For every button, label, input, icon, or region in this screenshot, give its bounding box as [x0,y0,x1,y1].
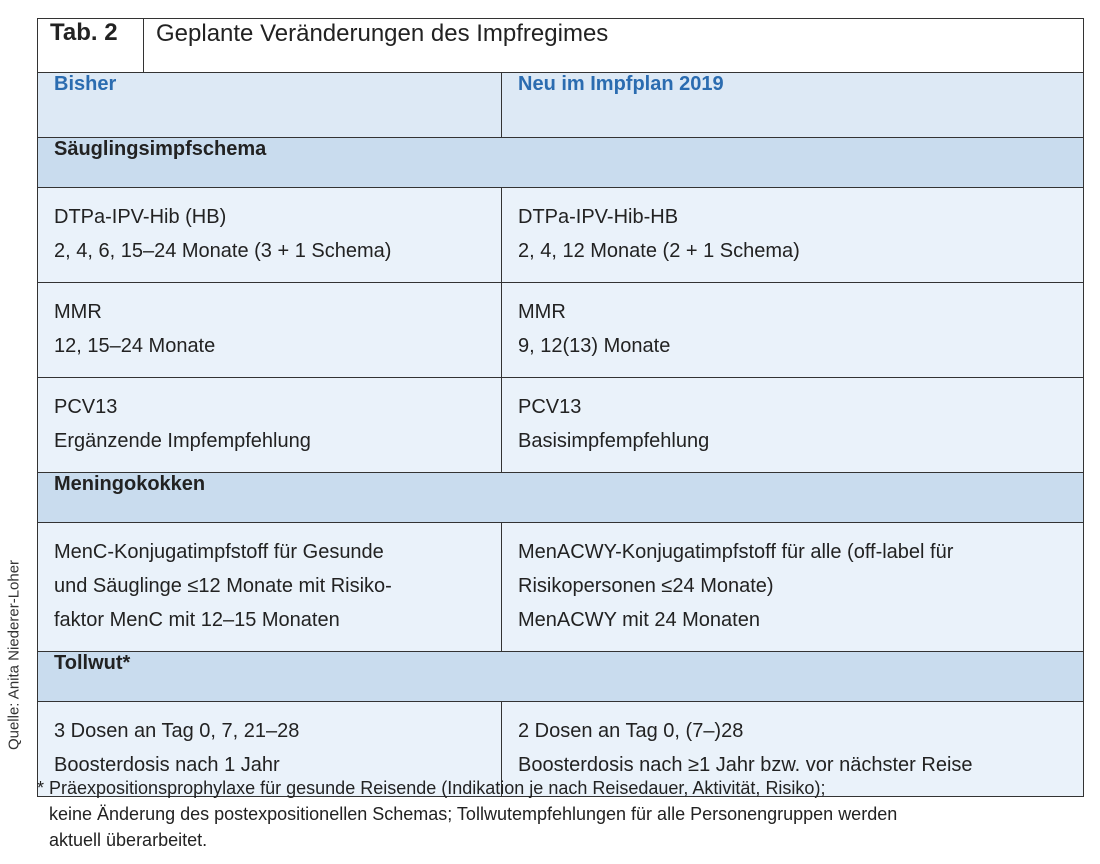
cell-line: 2, 4, 6, 15–24 Monate (3 + 1 Schema) [54,240,392,262]
cell-bisher [38,283,502,378]
column-header-bisher: Bisher [38,73,502,138]
table-title-row [38,19,1084,73]
cell-line: PCV13 [54,396,118,418]
cell-bisher [38,188,502,283]
section-header-row [38,652,1084,702]
cell-neu [502,188,1084,283]
cell-line: Basisimpfempfehlung [518,430,710,452]
cell-bisher [38,523,502,652]
source-credit-text: Quelle: Anita Niederer-Loher [5,559,23,751]
section-title: Säuglingsimpfschema [38,138,1084,188]
cell-neu [502,523,1084,652]
source-credit [0,540,28,770]
section-title: Meningokokken [38,473,1084,523]
vaccination-changes-table [37,18,1084,797]
footnote-line: * Präexpositionsprophylaxe für gesunde Reisende (Indikation je nach Reisedauer, Aktivität, Risiko); [37,778,826,798]
column-header-row [38,73,1084,138]
cell-neu [502,283,1084,378]
table-row [38,283,1084,378]
cell-line: DTPa-IPV-Hib-HB [518,206,679,228]
cell-neu [502,378,1084,473]
footnote-line: keine Änderung des postexpositionellen Schemas; Tollwutempfehlungen für alle Personengruppen werden [49,804,898,824]
cell-line: 3 Dosen an Tag 0, 7, 21–28 [54,720,300,742]
cell-line: PCV13 [518,396,582,418]
cell-line: MenC-Konjugatimpfstoff für Gesunde [54,541,384,563]
column-header-neu: Neu im Impfplan 2019 [502,73,1084,138]
cell-line: 9, 12(13) Monate [518,335,671,357]
section-header-row [38,473,1084,523]
cell-line: Risikopersonen ≤24 Monate) [518,575,774,597]
cell-line: DTPa-IPV-Hib (HB) [54,206,227,228]
footnote-line: aktuell überarbeitet. [49,830,208,850]
cell-line: 2, 4, 12 Monate (2 + 1 Schema) [518,240,800,262]
cell-line: MMR [54,301,102,323]
cell-line: MenACWY mit 24 Monaten [518,609,760,631]
section-title: Tollwut* [38,652,1084,702]
section-header-row [38,138,1084,188]
cell-line: und Säuglinge ≤12 Monate mit Risiko- [54,575,392,597]
table-row [38,523,1084,652]
table-title: Geplante Veränderungen des Impfregimes [144,19,1084,73]
table-footnote [37,775,1087,853]
cell-line: 2 Dosen an Tag 0, (7–)28 [518,720,744,742]
cell-line: Boosterdosis nach ≥1 Jahr bzw. vor nächster Reise [518,754,973,776]
cell-line: MMR [518,301,566,323]
table-row [38,378,1084,473]
cell-bisher [38,378,502,473]
cell-line: faktor MenC mit 12–15 Monaten [54,609,340,631]
table-row [38,188,1084,283]
cell-line: Ergänzende Impfempfehlung [54,430,311,452]
cell-line: 12, 15–24 Monate [54,335,216,357]
cell-line: Boosterdosis nach 1 Jahr [54,754,280,776]
table-label: Tab. 2 [38,19,144,73]
cell-line: MenACWY-Konjugatimpfstoff für alle (off-label für [518,541,954,563]
